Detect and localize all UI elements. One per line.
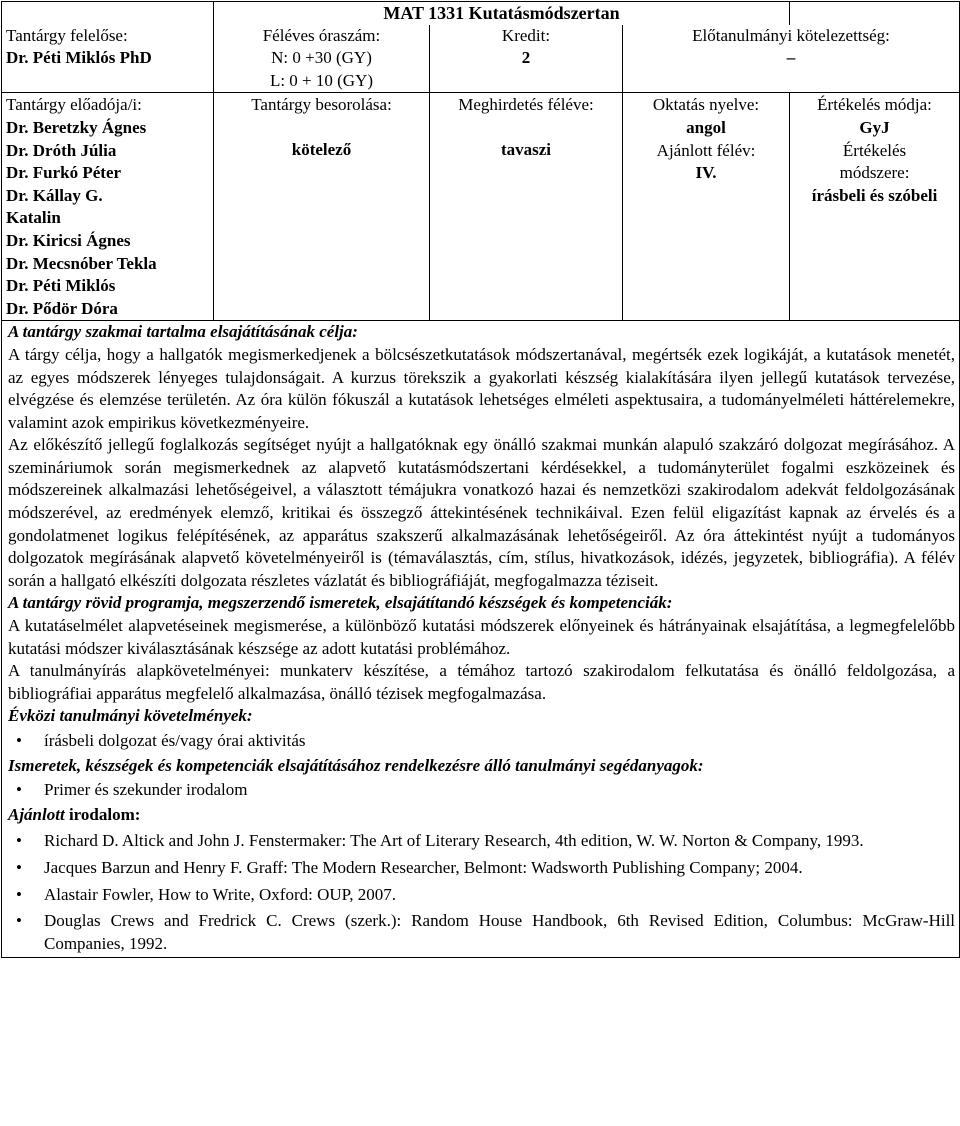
recommended-value: IV. [695,163,717,183]
lecturer-6: Dr. Kiricsi Ágnes [6,230,131,250]
responsible-label: Tantárgy felelőse: [6,25,128,45]
language-cell [623,93,790,321]
lecturer-7: Dr. Mecsnóber Tekla [6,253,157,273]
list-item: • Jacques Barzun and Henry F. Graff: The Modern Researcher, Belmont: Wadsworth Publishing Company; 2004. [44,857,955,880]
program-paragraph-1: A kutatáselmélet alapvetéseinek megismerése, a különböző kutatási módszerek előnyeinek és hátrányainak elsajátítása, a legmegfelelőbb kutatási módszer kiválasztásának készsége az adott kutatási problémához. [8,616,956,658]
materials-list [8,779,955,802]
program-heading: A tantárgy rövid programja, megszerzendő ismeretek, elsajátítandó készségek és kompetenciák: [8,593,673,613]
list-item: • Richard D. Altick and John J. Fenstermaker: The Art of Literary Research, 4th edition, W. W. Norton & Company, 1993. [44,830,955,853]
lecturer-3: Dr. Furkó Péter [6,163,122,183]
lecturers-cell [2,93,214,321]
goal-heading: A tantárgy szakmai tartalma elsajátításának célja: [8,322,358,342]
credit-label: Kredit: [501,25,551,45]
course-title: MAT 1331 Kutatásmódszertan [214,2,790,25]
semester-cell [430,93,623,321]
goal-paragraph-2: Az előkészítő jellegű foglalkozás segítséget nyújt a hallgatóknak egy önálló szakmai munkán alapuló szakzáró dolgozat megírásához. A szemináriumok során megismerkednek az alapvető kutatásmódszertani kérdésekkel, a tudományterület fogalmi eszközeinek és módszereinek alkalmazási lehetőségeivel, a választott témájukra vonatkozó hazai és nemzetközi szakirodalom adekvát feldolgozásának módszerével, az eredmények elemző, kritikai és összegző áttekintésének technikáival. Ezen felül eligazítást kapnak az érvelés és a gondolatmenet logikus felépítésének, az apparátus szakszerű alkalmazásának lehetőségeiről. Az óra áttekintést nyújt a tudományos dolgozatok megírásának alapvető követelményeiről is (témaválasztás, cím, stílus, hivatkozások, idézés, jegyzetek, bibliográfia). A félév során a hallgató elkészíti dolgozata részletes vázlatát és bibliográfiáját, megfogalmazza téziseit. [8,435,956,590]
hours-l: L: 0 + 10 (GY) [269,70,374,90]
lecturer-2: Dr. Dróth Júlia [6,140,117,160]
literature-heading [8,804,955,827]
classification-cell [214,93,430,321]
eval-method-value: írásbeli és szóbeli [811,185,938,205]
requirements-heading: Évközi tanulmányi követelmények: [8,706,253,726]
eval-method-label-2: módszere: [839,163,910,183]
list-item: • Primer és szekunder irodalom [44,779,955,802]
program-paragraph-2: A tanulmányírás alapkövetelményei: munkaterv készítése, a témához tartozó szakirodalom felkutatása és önálló feldolgozása, a bibliográfiai apparátus megfelelő alkalmazása, önálló tézisek megfogalmazása. [8,661,956,703]
eval-method-label-1: Értékelés [842,140,907,160]
literature-list [8,830,955,955]
course-datasheet [1,1,960,958]
lecturer-9: Dr. Pődör Dóra [6,298,118,318]
prereq-cell [623,25,960,93]
semester-label: Meghirdetés féléve: [458,95,594,115]
requirements-list [8,730,955,753]
responsible-name: Dr. Péti Miklós PhD [6,48,152,68]
list-item: • Douglas Crews and Fredrick C. Crews (szerk.): Random House Handbook, 6th Revised Edition, Columbus: McGraw-Hill Companies, 1992. [44,910,955,955]
credit-cell [430,25,623,93]
recommended-label: Ajánlott félév: [656,140,756,160]
prereq-label: Előtanulmányi kötelezettség: [692,25,890,45]
lecturer-5: Katalin [6,208,61,228]
eval-mode-value: GyJ [859,117,890,137]
semester-value: tavaszi [500,139,552,159]
lecturer-1: Dr. Beretzky Ágnes [6,117,147,137]
eval-mode-label: Értékelés módja: [817,95,932,115]
prereq-value: – [786,48,796,68]
lecturers-label: Tantárgy előadója/i: [6,95,142,115]
language-value: angol [686,117,726,137]
responsible-cell [2,25,214,93]
lecturer-8: Dr. Péti Miklós [6,276,116,296]
hours-n: N: 0 +30 (GY) [271,48,372,68]
content-cell [2,321,960,958]
lecturer-4: Dr. Kállay G. [6,185,103,205]
list-item: • Alastair Fowler, How to Write, Oxford: OUP, 2007. [44,884,955,907]
hours-label: Féléves óraszám: [262,25,381,45]
classification-label: Tantárgy besorolása: [251,95,392,115]
goal-paragraph-1: A tárgy célja, hogy a hallgatók megismerkedjenek a bölcsészetkutatások módszertanával, megértsék ezek logikáját, a kutatások menetét, az egyes módszerek lényeges tulajdonságait. A kurzus törekszik a gyakorlati készség kialakítására ilyen jellegű kutatások tervezése, elvégzése és elemzése területén. Az óra külön fókuszál a kutatások lehetséges elméleti aspektusaira, a tudományelméleti háttérelemekre, valamint azok empirikus következményeire. [8,344,956,432]
evaluation-cell [790,93,960,321]
materials-heading: Ismeretek, készségek és kompetenciák elsajátításához rendelkezésre álló tanulmányi segédanyagok: [8,755,704,775]
credit-value: 2 [521,48,531,68]
hours-cell [214,25,430,93]
language-label: Oktatás nyelve: [652,95,760,115]
list-item: • írásbeli dolgozat és/vagy órai aktivitás [44,730,955,753]
classification-value: kötelező [291,139,352,159]
literature-heading-rest: irodalom: [64,804,141,824]
literature-heading-italic: Ajánlott [8,804,65,824]
